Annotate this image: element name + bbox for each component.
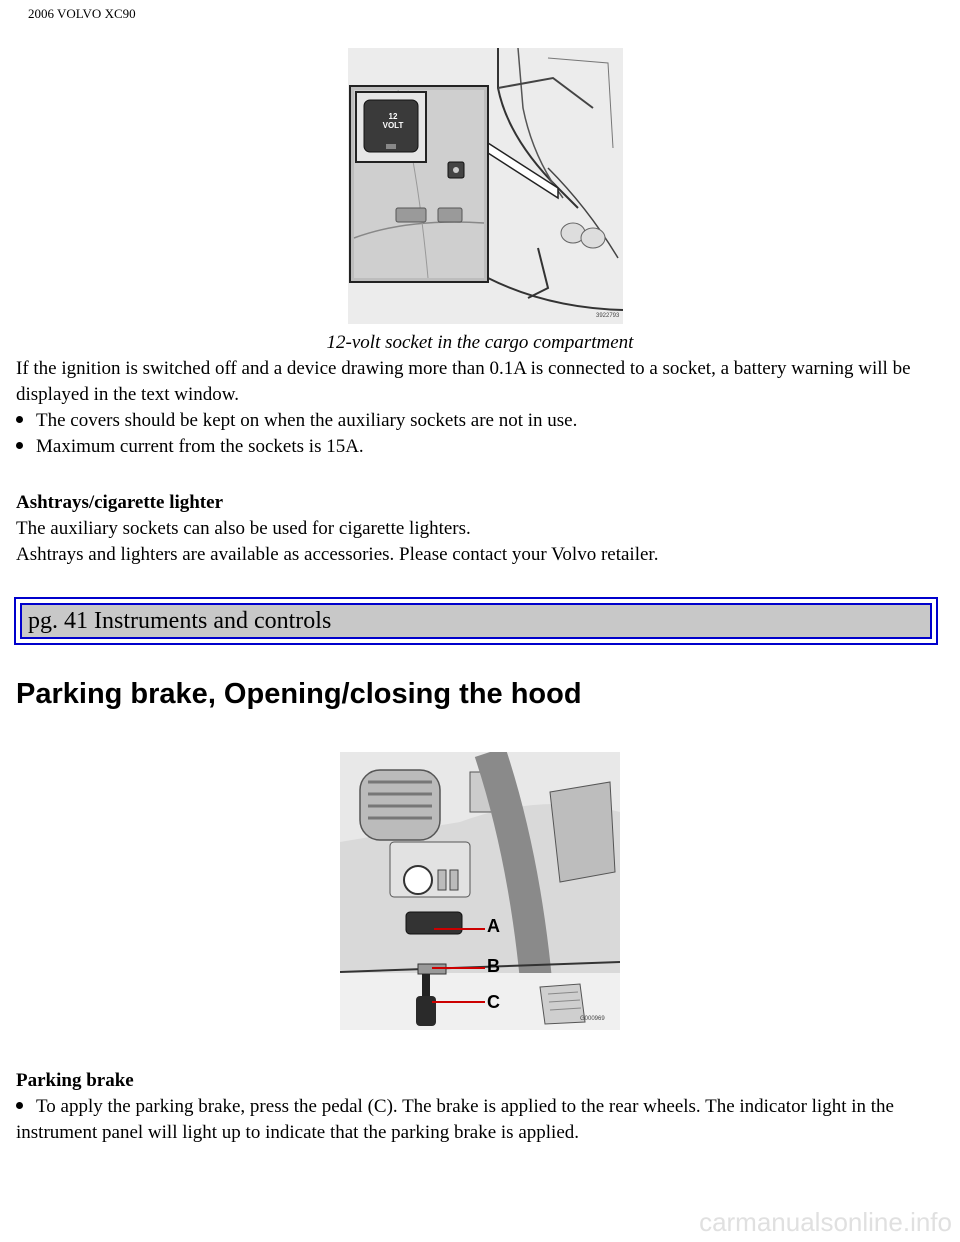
page-bar-label: pg. 41 Instruments and controls	[20, 603, 932, 639]
bullet-dot	[16, 442, 23, 449]
watermark: carmanualsonline.info	[699, 1207, 952, 1237]
section-title: Parking brake, Opening/closing the hood	[16, 678, 582, 710]
parking-brake-illustration	[340, 752, 620, 1030]
ashtray-heading: Ashtrays/cigarette lighter	[16, 492, 224, 513]
bullet-text: To apply the parking brake, press the pedal (C). The brake is applied to the rear wheels. The indicator light in the instrument panel will light up to indicate that the parking brake is applied.	[16, 1096, 894, 1143]
bullet-text: Maximum current from the sockets is 15A.	[36, 436, 364, 457]
bullet-dot	[16, 1102, 23, 1109]
list-item	[16, 434, 946, 460]
battery-warning-paragraph: If the ignition is switched off and a device drawing more than 0.1A is connected to a socket, a battery warning will be displayed in the text window.	[16, 358, 911, 405]
figure2-code: G000969	[580, 1016, 605, 1022]
socket-label-line1: 12	[388, 112, 398, 121]
socket-label	[376, 112, 410, 130]
cargo-socket-illustration	[348, 48, 623, 324]
ashtray-line2: Ashtrays and lighters are available as accessories. Please contact your Volvo retailer.	[16, 544, 659, 565]
page-bar	[14, 597, 938, 645]
page-header: 2006 VOLVO XC90	[28, 6, 136, 21]
bullet-text: The covers should be kept on when the auxiliary sockets are not in use.	[36, 410, 578, 431]
list-item	[16, 408, 946, 434]
ashtray-line1: The auxiliary sockets can also be used for cigarette lighters.	[16, 518, 471, 539]
figure1-code: 3922793	[596, 313, 620, 319]
figure1-caption: 12-volt socket in the cargo compartment	[326, 332, 634, 353]
callout-label-a: A	[487, 916, 500, 936]
bullet-dot	[16, 416, 23, 423]
list-item	[16, 1094, 946, 1146]
callout-label-b: B	[487, 956, 500, 976]
parking-brake-heading: Parking brake	[16, 1070, 134, 1091]
callout-label-c: C	[487, 992, 500, 1012]
socket-label-line2: VOLT	[382, 121, 404, 130]
